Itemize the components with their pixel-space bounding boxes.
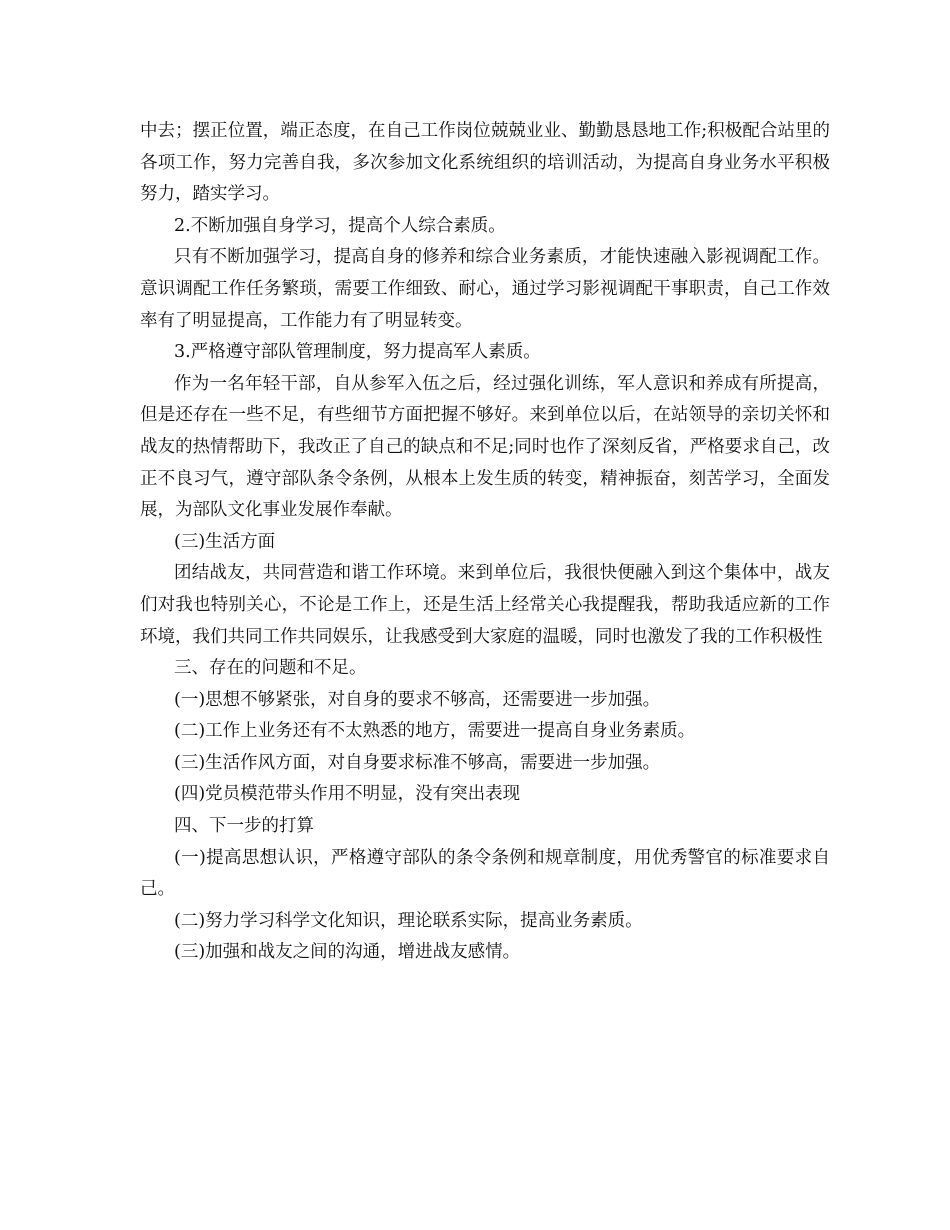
list-item: (三)加强和战友之间的沟通，增进战友感情。: [174, 942, 521, 963]
list-item: (四)党员模范带头作用不明显，没有突出表现: [174, 784, 521, 805]
section-heading-problems: 三、存在的问题和不足。: [174, 658, 367, 679]
section-heading-3: 3.严格遵守部队管理制度，努力提高军人素质。: [174, 342, 541, 363]
document-body: [140, 116, 830, 969]
paragraph: 作为一名年轻干部，自从参军入伍之后，经过强化训练，军人意识和养成有所提高，但是还存在一些不足，有些细节方面把握不够好。来到单位以后，在站领导的亲切关怀和战友的热情帮助下，我改正了自己的缺点和不足;同时也作了深刻反省，严格要求自己，改正不良习气，遵守部队条令条例，从根本上发生质的转变，精神振奋，刻苦学习，全面发展，为部队文化事业发展作奉献。: [140, 373, 830, 521]
paragraph: 只有不断加强学习，提高自身的修养和综合业务素质，才能快速融入影视调配工作。意识调配工作任务繁琐，需要工作细致、耐心，通过学习影视调配干事职责，自己工作效率有了明显提高，工作能力有了明显转变。: [140, 247, 830, 331]
list-item: (三)生活作风方面，对自身要求标准不够高，需要进一步加强。: [174, 752, 661, 773]
section-heading-2: 2.不断加强自身学习，提高个人综合素质。: [174, 215, 506, 236]
section-heading-life: (三)生活方面: [174, 531, 276, 552]
paragraph: 团结战友，共同营造和谐工作环境。来到单位后，我很快便融入到这个集体中，战友们对我也特别关心，不论是工作上，还是生活上经常关心我提醒我，帮助我适应新的工作环境，我们共同工作共同娱乐，让我感受到大家庭的温暖，同时也激发了我的工作积极性: [140, 563, 830, 647]
section-heading-plans: 四、下一步的打算: [174, 816, 314, 837]
paragraph-continuation: 中去；摆正位置，端正态度，在自己工作岗位兢兢业业、勤勤恳恳地工作;积极配合站里的各项工作，努力完善自我，多次参加文化系统组织的培训活动，为提高自身业务水平积极努力，踏实学习。: [140, 121, 830, 205]
list-item: (二)工作上业务还有不太熟悉的地方，需要进一提高自身业务素质。: [174, 721, 696, 742]
list-item: (二)努力学习科学文化知识，理论联系实际，提高业务素质。: [174, 910, 643, 931]
list-item: (一)思想不够紧张，对自身的要求不够高，还需要进一步加强。: [174, 689, 661, 710]
list-item: (一)提高思想认识，严格遵守部队的条令条例和规章制度，用优秀警官的标准要求自己。: [140, 847, 830, 900]
